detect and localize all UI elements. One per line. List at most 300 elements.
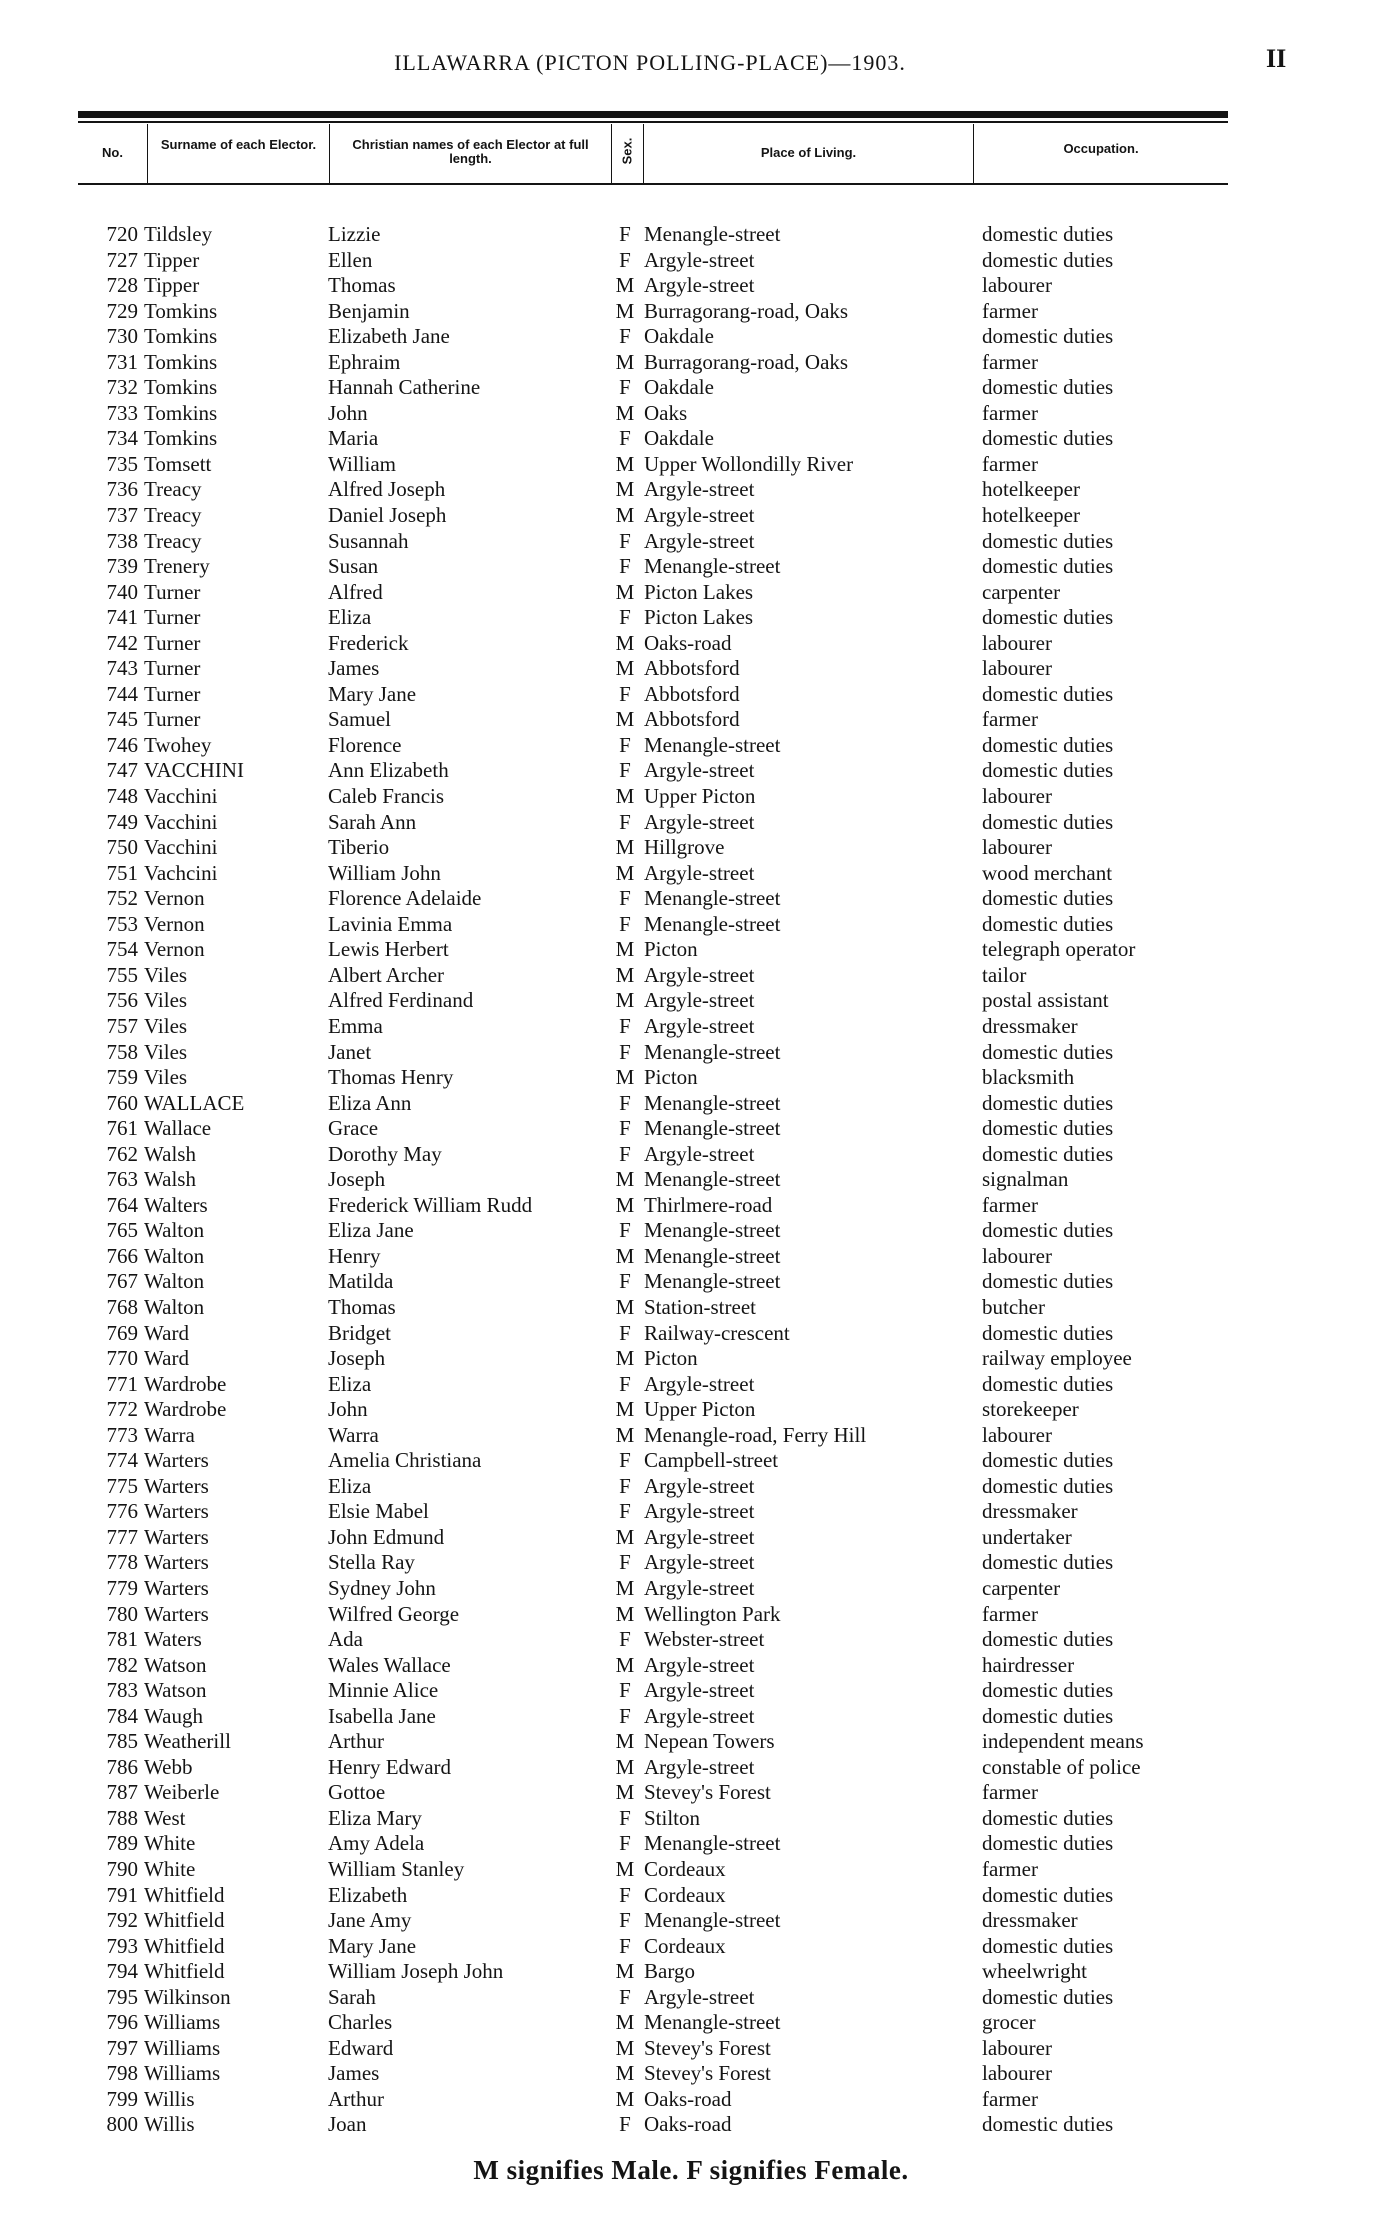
elector-place-of-living: Menangle-street [644, 1218, 781, 1243]
table-row [0, 1040, 1382, 1066]
header-occupation: Occupation. [1063, 141, 1139, 156]
elector-sex: M [615, 349, 635, 374]
elector-place-of-living: Stevey's Forest [644, 1780, 771, 1805]
elector-christian-names: Samuel [328, 707, 391, 732]
elector-occupation: domestic duties [982, 886, 1114, 911]
elector-surname: Willis [144, 2086, 195, 2111]
elector-occupation: domestic duties [982, 324, 1114, 349]
elector-surname: Turner [144, 579, 201, 604]
elector-christian-names: Alfred [328, 579, 383, 604]
elector-sex: M [615, 784, 635, 809]
elector-number: 774 [106, 1448, 138, 1473]
elector-number: 790 [106, 1857, 138, 1881]
elector-number: 745 [106, 707, 138, 732]
table-row [0, 1934, 1382, 1960]
elector-occupation: undertaker [982, 1524, 1072, 1549]
elector-surname: Watson [144, 1652, 207, 1677]
elector-sex: M [615, 630, 635, 655]
elector-christian-names: Eliza Ann [328, 1090, 412, 1115]
elector-surname: Viles [144, 1065, 188, 1090]
elector-place-of-living: Menangle-street [644, 1090, 781, 1115]
elector-sex: F [619, 1141, 631, 1166]
elector-surname: Williams [144, 2010, 221, 2035]
elector-surname: Walton [144, 1243, 205, 1268]
elector-christian-names: Sarah [328, 1984, 376, 2009]
elector-christian-names: Thomas [328, 1294, 396, 1319]
elector-surname: Wallace [144, 1116, 212, 1141]
elector-occupation: farmer [982, 1857, 1038, 1881]
elector-surname: Turner [144, 656, 201, 681]
elector-occupation: hotelkeeper [982, 503, 1080, 528]
elector-number: 763 [106, 1167, 138, 1192]
elector-surname: WALLACE [144, 1090, 245, 1115]
elector-surname: Williams [144, 2061, 221, 2086]
header-christian-names: Christian names of each Elector at full length. [330, 124, 612, 183]
elector-occupation: postal assistant [982, 988, 1109, 1013]
elector-occupation: labourer [982, 784, 1052, 809]
table-row [0, 1014, 1382, 1040]
elector-surname: Viles [144, 1039, 188, 1064]
table-row [0, 452, 1382, 478]
elector-sex: M [615, 1422, 635, 1447]
elector-number: 781 [106, 1627, 138, 1652]
elector-number: 751 [106, 860, 138, 885]
elector-number: 750 [106, 835, 138, 860]
elector-occupation: farmer [982, 400, 1038, 425]
table-row [0, 963, 1382, 989]
table-row [0, 1321, 1382, 1347]
elector-christian-names: Maria [328, 426, 379, 451]
elector-number: 732 [106, 375, 138, 400]
elector-sex: F [619, 1627, 631, 1652]
elector-christian-names: Daniel Joseph [328, 503, 447, 528]
elector-number: 791 [106, 1882, 138, 1907]
elector-number: 736 [106, 477, 138, 502]
elector-surname: Willis [144, 2112, 195, 2137]
elector-place-of-living: Oakdale [644, 375, 714, 400]
elector-number: 798 [106, 2061, 138, 2086]
elector-number: 765 [106, 1218, 138, 1243]
table-row [0, 1550, 1382, 1576]
elector-christian-names: Eliza Mary [328, 1805, 422, 1830]
elector-christian-names: Stella Ray [328, 1550, 415, 1575]
table-row [0, 886, 1382, 912]
elector-christian-names: Sarah Ann [328, 809, 417, 834]
table-row [0, 1474, 1382, 1500]
elector-number: 775 [106, 1473, 138, 1498]
table-row [0, 810, 1382, 836]
elector-occupation: carpenter [982, 1575, 1061, 1600]
table-row [0, 2112, 1382, 2138]
elector-number: 799 [106, 2086, 138, 2111]
elector-sex: F [619, 911, 631, 936]
elector-christian-names: Joseph [328, 1346, 386, 1371]
elector-surname: VACCHINI [144, 758, 244, 783]
elector-place-of-living: Cordeaux [644, 1857, 726, 1881]
elector-surname: Warters [144, 1524, 209, 1549]
elector-occupation: domestic duties [982, 911, 1114, 936]
elector-christian-names: Emma [328, 1013, 383, 1038]
elector-surname: Whitfield [144, 1933, 225, 1958]
elector-number: 746 [106, 732, 138, 757]
table-row [0, 1959, 1382, 1985]
elector-surname: Tomkins [144, 298, 218, 323]
elector-number: 780 [106, 1601, 138, 1626]
elector-number: 772 [106, 1397, 138, 1422]
elector-place-of-living: Argyle-street [644, 1524, 755, 1549]
header-no: No. [78, 124, 148, 183]
header-sex-label: Sex. [619, 137, 635, 165]
elector-number: 787 [106, 1780, 138, 1805]
elector-christian-names: Warra [328, 1422, 379, 1447]
elector-surname: Twohey [144, 732, 212, 757]
elector-number: 800 [106, 2112, 138, 2137]
elector-occupation: domestic duties [982, 1703, 1114, 1728]
table-row [0, 375, 1382, 401]
elector-christian-names: Amy Adela [328, 1831, 425, 1856]
elector-place-of-living: Argyle-street [644, 1754, 755, 1779]
elector-occupation: grocer [982, 2010, 1036, 2035]
elector-surname: Whitfield [144, 1908, 225, 1933]
elector-occupation: domestic duties [982, 732, 1114, 757]
table-row [0, 656, 1382, 682]
elector-place-of-living: Cordeaux [644, 1933, 726, 1958]
table-row [0, 2061, 1382, 2087]
table-row [0, 605, 1382, 631]
elector-place-of-living: Oaks-road [644, 630, 732, 655]
table-row [0, 1193, 1382, 1219]
table-row [0, 1423, 1382, 1449]
elector-christian-names: Lizzie [328, 222, 381, 246]
elector-sex: F [619, 528, 631, 553]
elector-occupation: domestic duties [982, 1269, 1114, 1294]
elector-christian-names: Benjamin [328, 298, 410, 323]
elector-christian-names: Wilfred George [328, 1601, 460, 1626]
elector-sex: M [615, 477, 635, 502]
elector-surname: Wardrobe [144, 1371, 227, 1396]
elector-occupation: domestic duties [982, 2112, 1114, 2137]
elector-christian-names: Lewis Herbert [328, 937, 449, 962]
elector-sex: F [619, 1908, 631, 1933]
table-row [0, 1372, 1382, 1398]
elector-christian-names: James [328, 2061, 380, 2086]
elector-number: 784 [106, 1703, 138, 1728]
elector-sex: M [615, 1346, 635, 1371]
elector-place-of-living: Bargo [644, 1959, 695, 1984]
elector-number: 758 [106, 1039, 138, 1064]
table-row [0, 1091, 1382, 1117]
elector-number: 759 [106, 1065, 138, 1090]
elector-place-of-living: Argyle-street [644, 962, 755, 987]
elector-occupation: domestic duties [982, 222, 1114, 246]
elector-sex: F [619, 426, 631, 451]
elector-surname: Warters [144, 1499, 209, 1524]
elector-surname: Warters [144, 1473, 209, 1498]
table-row [0, 1065, 1382, 1091]
table-row [0, 682, 1382, 708]
elector-place-of-living: Argyle-street [644, 758, 755, 783]
elector-surname: Tomkins [144, 400, 218, 425]
table-row [0, 1525, 1382, 1551]
elector-surname: Tipper [144, 273, 200, 298]
elector-occupation: farmer [982, 1780, 1038, 1805]
elector-sex: F [619, 375, 631, 400]
table-row [0, 758, 1382, 784]
elector-christian-names: Henry [328, 1243, 381, 1268]
elector-number: 729 [106, 298, 138, 323]
elector-christian-names: Joan [328, 2112, 367, 2137]
elector-number: 730 [106, 324, 138, 349]
elector-sex: F [619, 1831, 631, 1856]
elector-sex: F [619, 732, 631, 757]
elector-occupation: signalman [982, 1167, 1069, 1192]
elector-place-of-living: Webster-street [644, 1627, 765, 1652]
elector-occupation: domestic duties [982, 1805, 1114, 1830]
elector-sex: M [615, 1524, 635, 1549]
elector-occupation: dressmaker [982, 1908, 1078, 1933]
table-row [0, 1908, 1382, 1934]
elector-sex: F [619, 886, 631, 911]
elector-place-of-living: Picton Lakes [644, 579, 754, 604]
elector-christian-names: Elsie Mabel [328, 1499, 429, 1524]
elector-occupation: domestic duties [982, 426, 1114, 451]
elector-surname: Waugh [144, 1703, 203, 1728]
elector-sex: F [619, 1320, 631, 1345]
elector-sex: F [619, 1473, 631, 1498]
elector-place-of-living: Burragorang-road, Oaks [644, 349, 849, 374]
elector-sex: F [619, 1933, 631, 1958]
elector-number: 754 [106, 937, 138, 962]
elector-surname: Webb [144, 1754, 193, 1779]
elector-occupation: labourer [982, 630, 1052, 655]
elector-occupation: tailor [982, 962, 1027, 987]
elector-sex: F [619, 1805, 631, 1830]
elector-number: 744 [106, 681, 138, 706]
elector-christian-names: Susannah [328, 528, 409, 553]
elector-occupation: labourer [982, 835, 1052, 860]
table-row [0, 248, 1382, 274]
elector-surname: Vacchini [144, 784, 218, 809]
elector-christian-names: John Edmund [328, 1524, 445, 1549]
elector-place-of-living: Oaks-road [644, 2112, 732, 2137]
elector-surname: Vacchini [144, 835, 218, 860]
table-row [0, 1269, 1382, 1295]
elector-christian-names: Matilda [328, 1269, 394, 1294]
elector-place-of-living: Argyle-street [644, 988, 755, 1013]
elector-surname: Walton [144, 1294, 205, 1319]
elector-occupation: domestic duties [982, 1371, 1114, 1396]
table-row [0, 1883, 1382, 1909]
elector-occupation: domestic duties [982, 1090, 1114, 1115]
elector-occupation: telegraph operator [982, 937, 1136, 962]
elector-sex: F [619, 1039, 631, 1064]
elector-sex: M [615, 1780, 635, 1805]
elector-place-of-living: Station-street [644, 1294, 756, 1319]
table-row [0, 1729, 1382, 1755]
elector-surname: Watson [144, 1678, 207, 1703]
elector-sex: F [619, 1116, 631, 1141]
elector-number: 760 [106, 1090, 138, 1115]
elector-christian-names: Gottoe [328, 1780, 386, 1805]
elector-sex: M [615, 707, 635, 732]
elector-place-of-living: Menangle-street [644, 732, 781, 757]
table-row [0, 1857, 1382, 1883]
elector-surname: Viles [144, 1013, 188, 1038]
elector-surname: Turner [144, 681, 201, 706]
elector-number: 794 [106, 1959, 138, 1984]
elector-number: 731 [106, 349, 138, 374]
elector-sex: M [615, 1397, 635, 1422]
elector-occupation: domestic duties [982, 1218, 1114, 1243]
elector-number: 797 [106, 2035, 138, 2060]
elector-place-of-living: Argyle-street [644, 247, 755, 272]
elector-sex: F [619, 247, 631, 272]
elector-surname: Tipper [144, 247, 200, 272]
elector-sex: M [615, 1243, 635, 1268]
elector-sex: M [615, 273, 635, 298]
elector-christian-names: Ann Elizabeth [328, 758, 449, 783]
table-row [0, 477, 1382, 503]
elector-christian-names: Charles [328, 2010, 393, 2035]
elector-christian-names: John [328, 1397, 368, 1422]
elector-surname: Turner [144, 605, 201, 630]
table-row [0, 401, 1382, 427]
elector-christian-names: Arthur [328, 2086, 384, 2111]
elector-christian-names: Grace [328, 1116, 379, 1141]
elector-occupation: hotelkeeper [982, 477, 1080, 502]
elector-occupation: farmer [982, 451, 1038, 476]
elector-occupation: domestic duties [982, 1831, 1114, 1856]
table-row [0, 426, 1382, 452]
elector-number: 792 [106, 1908, 138, 1933]
table-row [0, 222, 1382, 248]
elector-sex: M [615, 1167, 635, 1192]
table-row [0, 835, 1382, 861]
elector-place-of-living: Menangle-street [644, 1167, 781, 1192]
elector-number: 786 [106, 1754, 138, 1779]
table-row [0, 912, 1382, 938]
elector-surname: Waters [144, 1627, 202, 1652]
elector-place-of-living: Menangle-street [644, 1831, 781, 1856]
elector-surname: Warters [144, 1448, 209, 1473]
elector-surname: Treacy [144, 477, 202, 502]
elector-occupation: labourer [982, 2061, 1052, 2086]
elector-surname: Tomsett [144, 451, 212, 476]
elector-sex: F [619, 1882, 631, 1907]
elector-surname: Treacy [144, 528, 202, 553]
elector-place-of-living: Hillgrove [644, 835, 725, 860]
elector-sex: F [619, 1218, 631, 1243]
table-row [0, 1831, 1382, 1857]
elector-christian-names: Mary Jane [328, 1933, 417, 1958]
elector-surname: Walton [144, 1218, 205, 1243]
elector-number: 777 [106, 1524, 138, 1549]
elector-number: 740 [106, 579, 138, 604]
elector-place-of-living: Oaks [644, 400, 688, 425]
elector-number: 757 [106, 1013, 138, 1038]
elector-number: 795 [106, 1984, 138, 2009]
elector-occupation: domestic duties [982, 247, 1114, 272]
elector-number: 770 [106, 1346, 138, 1371]
elector-number: 738 [106, 528, 138, 553]
header-surname: Surname of each Elector. [148, 124, 330, 183]
elector-place-of-living: Railway-crescent [644, 1320, 790, 1345]
elector-sex: M [615, 400, 635, 425]
elector-place-of-living: Menangle-street [644, 886, 781, 911]
table-row [0, 554, 1382, 580]
elector-christian-names: Elizabeth [328, 1882, 408, 1907]
table-row [0, 2036, 1382, 2062]
elector-sex: F [619, 1984, 631, 2009]
table-row [0, 1295, 1382, 1321]
table-row [0, 988, 1382, 1014]
elector-surname: Warters [144, 1550, 209, 1575]
elector-number: 743 [106, 656, 138, 681]
table-row [0, 1218, 1382, 1244]
elector-christian-names: Sydney John [328, 1575, 436, 1600]
elector-surname: Ward [144, 1320, 189, 1345]
elector-surname: Walton [144, 1269, 205, 1294]
elector-christian-names: William Stanley [328, 1857, 465, 1881]
elector-occupation: domestic duties [982, 809, 1114, 834]
elector-sex: M [615, 2061, 635, 2086]
elector-number: 776 [106, 1499, 138, 1524]
elector-sex: M [615, 988, 635, 1013]
elector-place-of-living: Argyle-street [644, 1575, 755, 1600]
elector-place-of-living: Argyle-street [644, 1473, 755, 1498]
elector-number: 769 [106, 1320, 138, 1345]
elector-christian-names: Minnie Alice [328, 1678, 439, 1703]
elector-christian-names: Henry Edward [328, 1754, 452, 1779]
elector-occupation: labourer [982, 273, 1052, 298]
elector-occupation: domestic duties [982, 681, 1114, 706]
elector-number: 742 [106, 630, 138, 655]
table-row [0, 1116, 1382, 1142]
table-row [0, 1167, 1382, 1193]
elector-occupation: domestic duties [982, 1141, 1114, 1166]
elector-number: 766 [106, 1243, 138, 1268]
elector-surname: Williams [144, 2035, 221, 2060]
table-row [0, 1653, 1382, 1679]
table-row [0, 1602, 1382, 1628]
elector-christian-names: James [328, 656, 380, 681]
elector-surname: Tomkins [144, 324, 218, 349]
elector-place-of-living: Nepean Towers [644, 1729, 775, 1754]
elector-number: 779 [106, 1575, 138, 1600]
elector-place-of-living: Upper Picton [644, 784, 756, 809]
elector-occupation: domestic duties [982, 1448, 1114, 1473]
elector-number: 727 [106, 247, 138, 272]
elector-surname: West [144, 1805, 186, 1830]
header-sex [612, 124, 644, 183]
elector-christian-names: William John [328, 860, 441, 885]
elector-surname: Treacy [144, 503, 202, 528]
elector-number: 771 [106, 1371, 138, 1396]
elector-place-of-living: Argyle-street [644, 1141, 755, 1166]
elector-place-of-living: Campbell-street [644, 1448, 779, 1473]
elector-occupation: dressmaker [982, 1499, 1078, 1524]
elector-sex: F [619, 1013, 631, 1038]
elector-surname: Wardrobe [144, 1397, 227, 1422]
elector-christian-names: Thomas Henry [328, 1065, 454, 1090]
elector-sex: M [615, 835, 635, 860]
elector-surname: Ward [144, 1346, 189, 1371]
elector-occupation: wood merchant [982, 860, 1113, 885]
elector-number: 728 [106, 273, 138, 298]
elector-surname: Turner [144, 707, 201, 732]
elector-place-of-living: Thirlmere-road [644, 1192, 773, 1217]
elector-christian-names: Edward [328, 2035, 394, 2060]
